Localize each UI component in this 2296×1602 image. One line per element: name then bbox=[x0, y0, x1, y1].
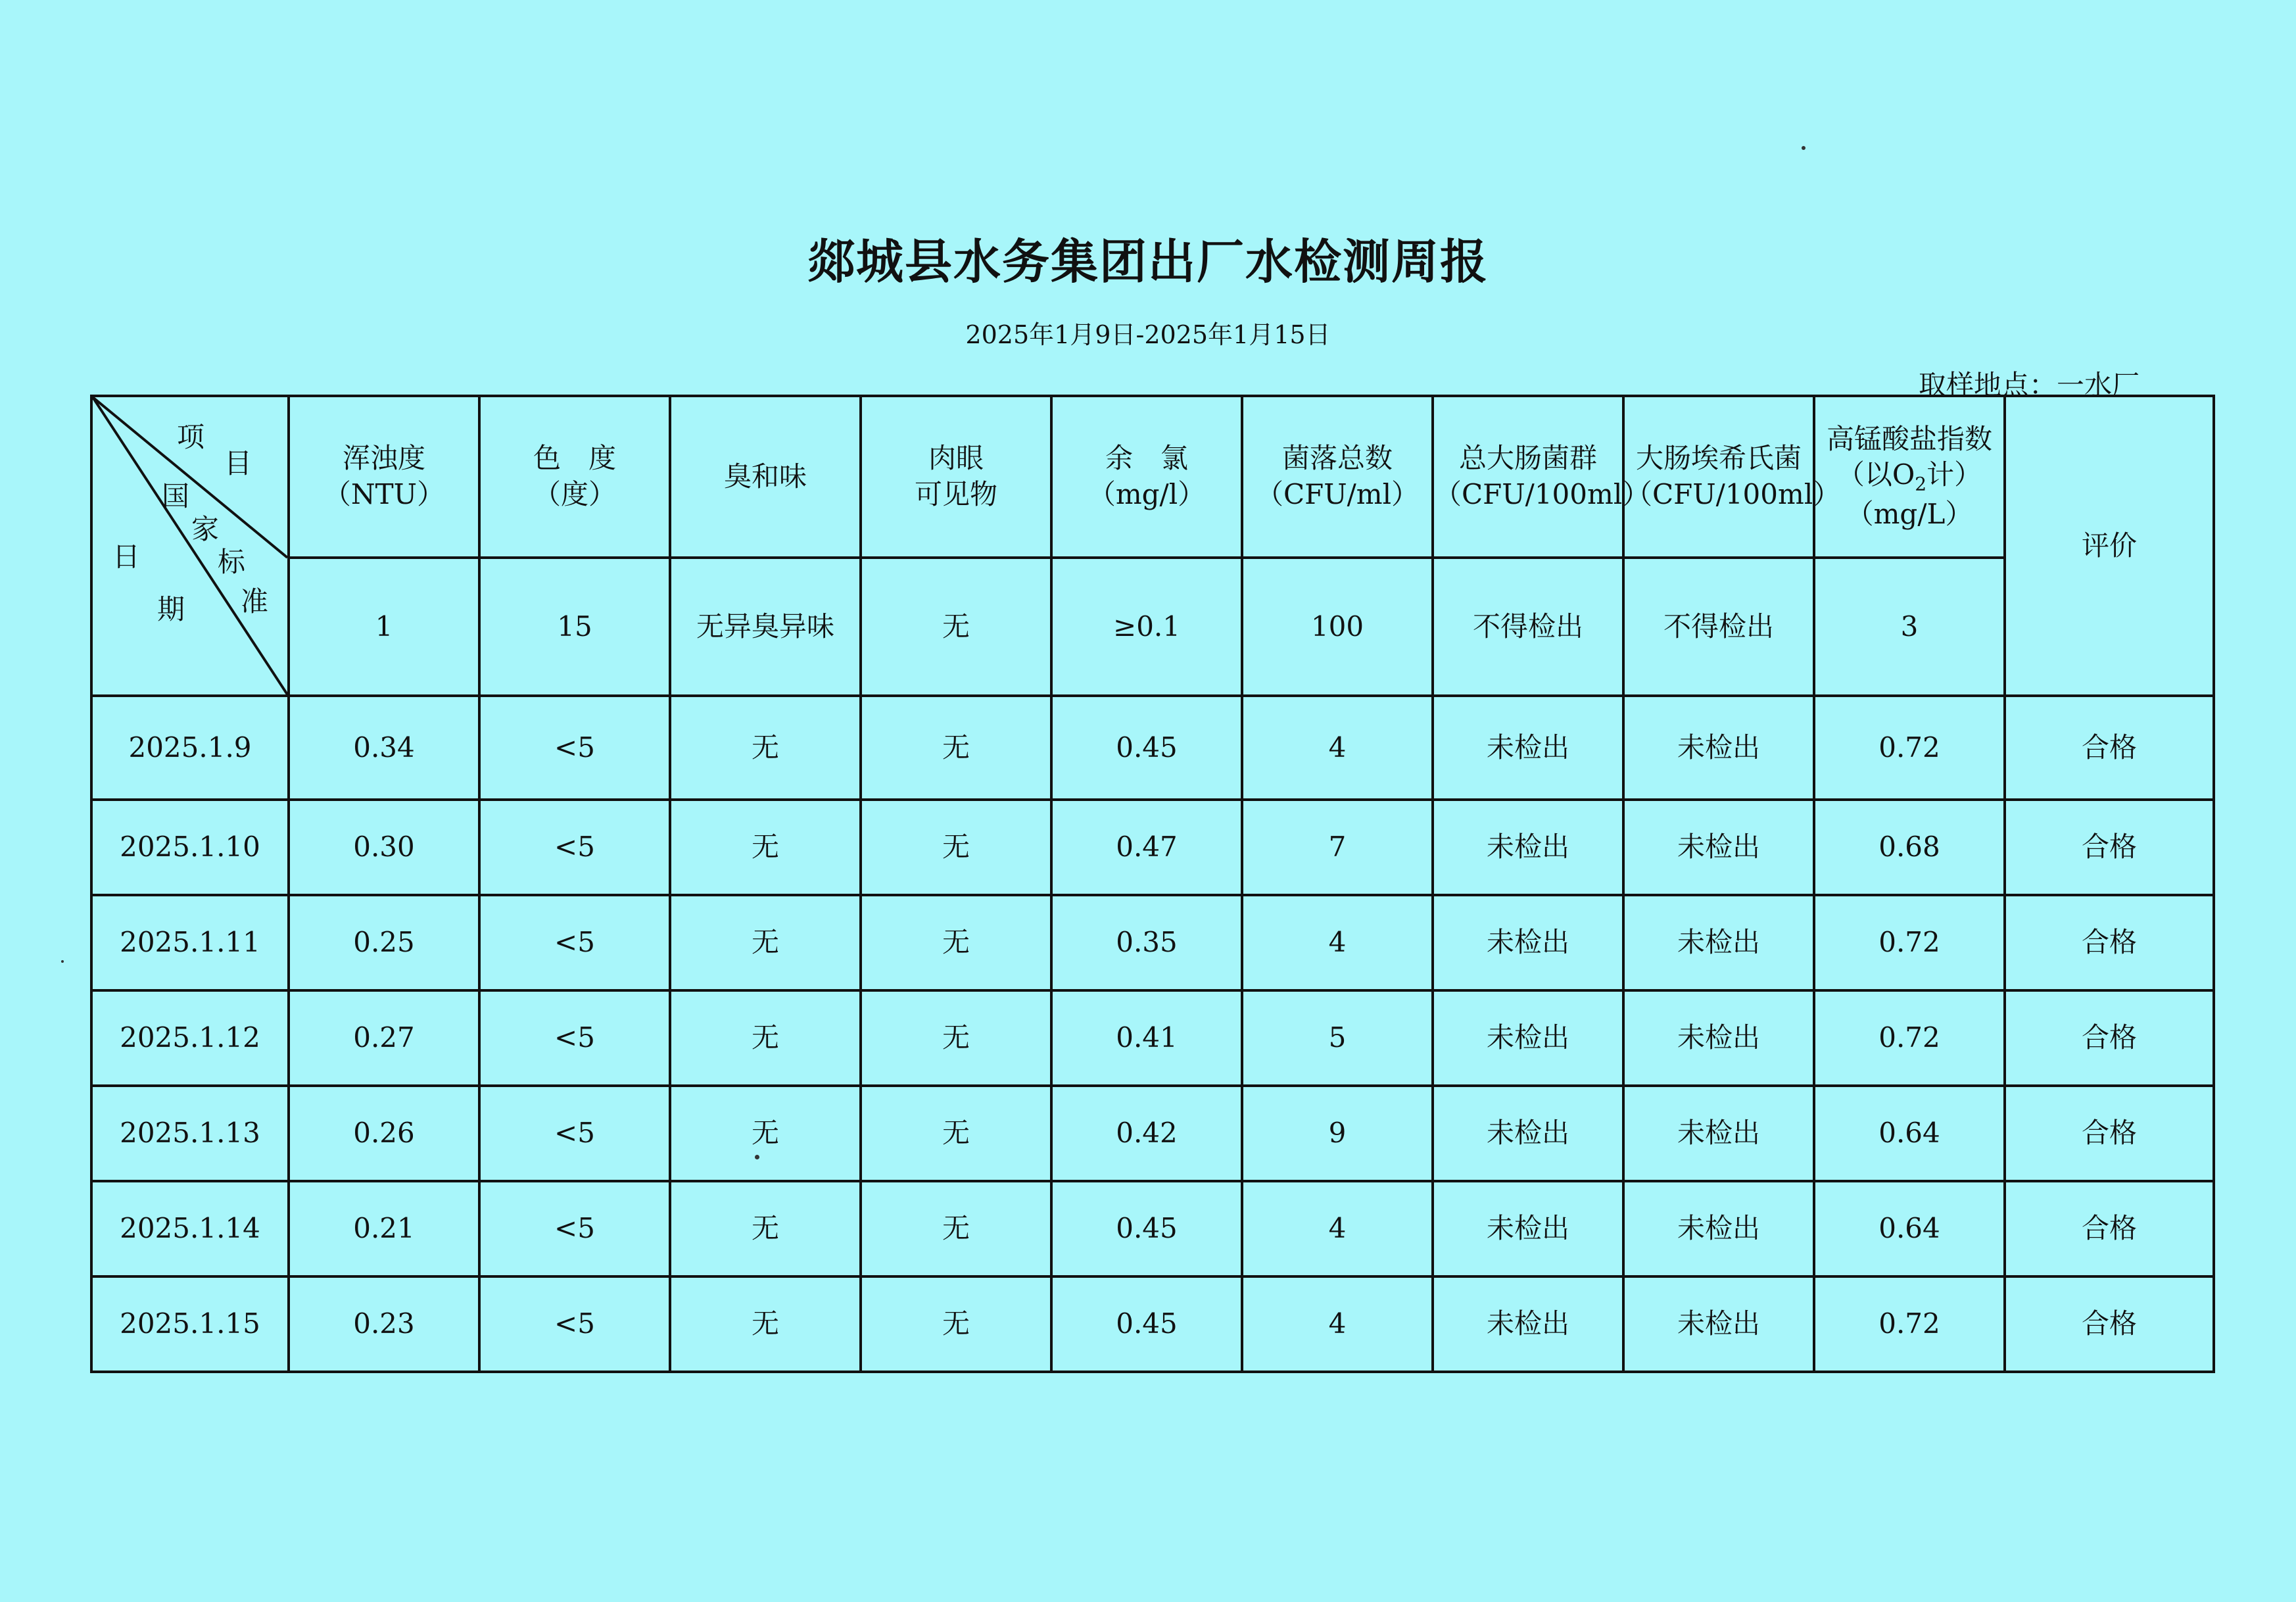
cell-coliform: 未检出 bbox=[1433, 1276, 1623, 1372]
cell-date: 2025.1.9 bbox=[91, 696, 289, 800]
header-ecoli: 大肠埃希氏菌 （CFU/100ml） bbox=[1623, 396, 1814, 558]
cell-date: 2025.1.15 bbox=[91, 1276, 289, 1372]
cell-colonies: 7 bbox=[1242, 800, 1433, 895]
cell-odor: 无 bbox=[670, 1181, 861, 1276]
table-row bbox=[91, 800, 2214, 895]
table-row bbox=[91, 895, 2214, 990]
corner-standard-char3: 标 bbox=[218, 546, 246, 578]
table-row bbox=[91, 1086, 2214, 1181]
cell-odor: 无 bbox=[670, 895, 861, 990]
cell-coliform: 未检出 bbox=[1433, 895, 1623, 990]
report-date-range: 2025年1月9日-2025年1月15日 bbox=[965, 320, 1331, 349]
corner-standard-char2: 家 bbox=[191, 513, 220, 545]
standard-turbidity: 1 bbox=[289, 558, 479, 696]
table-row bbox=[91, 990, 2214, 1086]
corner-standard-char1: 国 bbox=[162, 480, 190, 512]
cell-chlorine: 0.45 bbox=[1051, 1181, 1242, 1276]
cell-coliform: 未检出 bbox=[1433, 696, 1623, 800]
scan-speck bbox=[1802, 146, 1806, 150]
cell-chlorine: 0.45 bbox=[1051, 1276, 1242, 1372]
cell-chlorine: 0.47 bbox=[1051, 800, 1242, 895]
header-chlorine: 余 氯 （mg/l） bbox=[1051, 396, 1242, 558]
cell-visible: 无 bbox=[861, 1276, 1051, 1372]
cell-color: <5 bbox=[479, 1086, 670, 1181]
cell-coliform: 未检出 bbox=[1433, 1181, 1623, 1276]
header-row bbox=[91, 396, 2214, 558]
header-odor: 臭和味 bbox=[670, 396, 861, 558]
cell-cod: 0.72 bbox=[1814, 895, 2005, 990]
cell-color: <5 bbox=[479, 1276, 670, 1372]
cell-odor: 无 bbox=[670, 800, 861, 895]
cell-colonies: 4 bbox=[1242, 1276, 1433, 1372]
cell-cod: 0.68 bbox=[1814, 800, 2005, 895]
cell-odor: 无 bbox=[670, 990, 861, 1086]
cell-odor: 无 bbox=[670, 1086, 861, 1181]
cell-result: 合格 bbox=[2005, 696, 2214, 800]
cell-visible: 无 bbox=[861, 800, 1051, 895]
header-coliform: 总大肠菌群 （CFU/100ml） bbox=[1433, 396, 1623, 558]
header-turbidity: 浑浊度 （NTU） bbox=[289, 396, 479, 558]
cell-visible: 无 bbox=[861, 990, 1051, 1086]
cell-ecoli: 未检出 bbox=[1623, 696, 1814, 800]
scan-speck bbox=[755, 1155, 759, 1159]
cell-ecoli: 未检出 bbox=[1623, 1181, 1814, 1276]
cell-coliform: 未检出 bbox=[1433, 990, 1623, 1086]
cell-result: 合格 bbox=[2005, 1181, 2214, 1276]
cell-result: 合格 bbox=[2005, 1086, 2214, 1181]
cell-color: <5 bbox=[479, 1181, 670, 1276]
cell-turbidity: 0.23 bbox=[289, 1276, 479, 1372]
cell-colonies: 4 bbox=[1242, 895, 1433, 990]
cell-result: 合格 bbox=[2005, 895, 2214, 990]
cell-date: 2025.1.13 bbox=[91, 1086, 289, 1181]
cell-visible: 无 bbox=[861, 696, 1051, 800]
standard-ecoli: 不得检出 bbox=[1623, 558, 1814, 696]
cell-colonies: 5 bbox=[1242, 990, 1433, 1086]
cell-ecoli: 未检出 bbox=[1623, 1086, 1814, 1181]
cell-cod: 0.72 bbox=[1814, 696, 2005, 800]
cell-result: 合格 bbox=[2005, 1276, 2214, 1372]
cell-result: 合格 bbox=[2005, 990, 2214, 1086]
cell-cod: 0.64 bbox=[1814, 1086, 2005, 1181]
cell-colonies: 9 bbox=[1242, 1086, 1433, 1181]
cell-odor: 无 bbox=[670, 696, 861, 800]
water-quality-table bbox=[90, 395, 2215, 1373]
cell-ecoli: 未检出 bbox=[1623, 895, 1814, 990]
corner-date-char2: 期 bbox=[157, 593, 185, 625]
standard-colonies: 100 bbox=[1242, 558, 1433, 696]
cell-turbidity: 0.21 bbox=[289, 1181, 479, 1276]
header-evaluation: 评价 bbox=[2005, 396, 2214, 696]
cell-cod: 0.72 bbox=[1814, 1276, 2005, 1372]
cell-turbidity: 0.30 bbox=[289, 800, 479, 895]
cell-ecoli: 未检出 bbox=[1623, 1276, 1814, 1372]
cell-chlorine: 0.42 bbox=[1051, 1086, 1242, 1181]
cell-chlorine: 0.41 bbox=[1051, 990, 1242, 1086]
cell-visible: 无 bbox=[861, 1181, 1051, 1276]
standard-odor: 无异臭异味 bbox=[670, 558, 861, 696]
header-visible: 肉眼 可见物 bbox=[861, 396, 1051, 558]
table-row bbox=[91, 696, 2214, 800]
cell-visible: 无 bbox=[861, 895, 1051, 990]
corner-date-char1: 日 bbox=[112, 541, 141, 573]
cell-color: <5 bbox=[479, 895, 670, 990]
scan-speck bbox=[61, 960, 64, 963]
cell-colonies: 4 bbox=[1242, 1181, 1433, 1276]
cell-odor: 无 bbox=[670, 1276, 861, 1372]
standard-visible: 无 bbox=[861, 558, 1051, 696]
corner-item-char2: 目 bbox=[224, 447, 252, 479]
cell-ecoli: 未检出 bbox=[1623, 990, 1814, 1086]
cell-turbidity: 0.26 bbox=[289, 1086, 479, 1181]
cell-date: 2025.1.14 bbox=[91, 1181, 289, 1276]
cell-turbidity: 0.25 bbox=[289, 895, 479, 990]
standard-row bbox=[91, 558, 2214, 696]
cell-turbidity: 0.34 bbox=[289, 696, 479, 800]
sampling-site: 取样地点：一水厂 bbox=[1918, 369, 2140, 401]
corner-standard-char4: 准 bbox=[241, 585, 269, 618]
standard-coliform: 不得检出 bbox=[1433, 558, 1623, 696]
table-row bbox=[91, 1276, 2214, 1372]
corner-item-char1: 项 bbox=[177, 421, 205, 453]
cell-color: <5 bbox=[479, 800, 670, 895]
standard-cod: 3 bbox=[1814, 558, 2005, 696]
cell-date: 2025.1.11 bbox=[91, 895, 289, 990]
corner-header-cell bbox=[91, 396, 289, 696]
header-colonies: 菌落总数 （CFU/ml） bbox=[1242, 396, 1433, 558]
cell-turbidity: 0.27 bbox=[289, 990, 479, 1086]
cell-colonies: 4 bbox=[1242, 696, 1433, 800]
report-title: 郯城县水务集团出厂水检测周报 bbox=[807, 234, 1489, 289]
table-row bbox=[91, 1181, 2214, 1276]
standard-chlorine: ≥0.1 bbox=[1051, 558, 1242, 696]
cell-cod: 0.72 bbox=[1814, 990, 2005, 1086]
header-cod: 高锰酸盐指数 （以$O_2$计） （mg/L） bbox=[1814, 396, 2005, 558]
cell-cod: 0.64 bbox=[1814, 1181, 2005, 1276]
cell-coliform: 未检出 bbox=[1433, 1086, 1623, 1181]
cell-ecoli: 未检出 bbox=[1623, 800, 1814, 895]
header-color: 色 度 （度） bbox=[479, 396, 670, 558]
cell-color: <5 bbox=[479, 990, 670, 1086]
cell-chlorine: 0.45 bbox=[1051, 696, 1242, 800]
cell-date: 2025.1.10 bbox=[91, 800, 289, 895]
cell-chlorine: 0.35 bbox=[1051, 895, 1242, 990]
cell-result: 合格 bbox=[2005, 800, 2214, 895]
cell-coliform: 未检出 bbox=[1433, 800, 1623, 895]
cell-date: 2025.1.12 bbox=[91, 990, 289, 1086]
cell-visible: 无 bbox=[861, 1086, 1051, 1181]
cell-color: <5 bbox=[479, 696, 670, 800]
standard-color: 15 bbox=[479, 558, 670, 696]
